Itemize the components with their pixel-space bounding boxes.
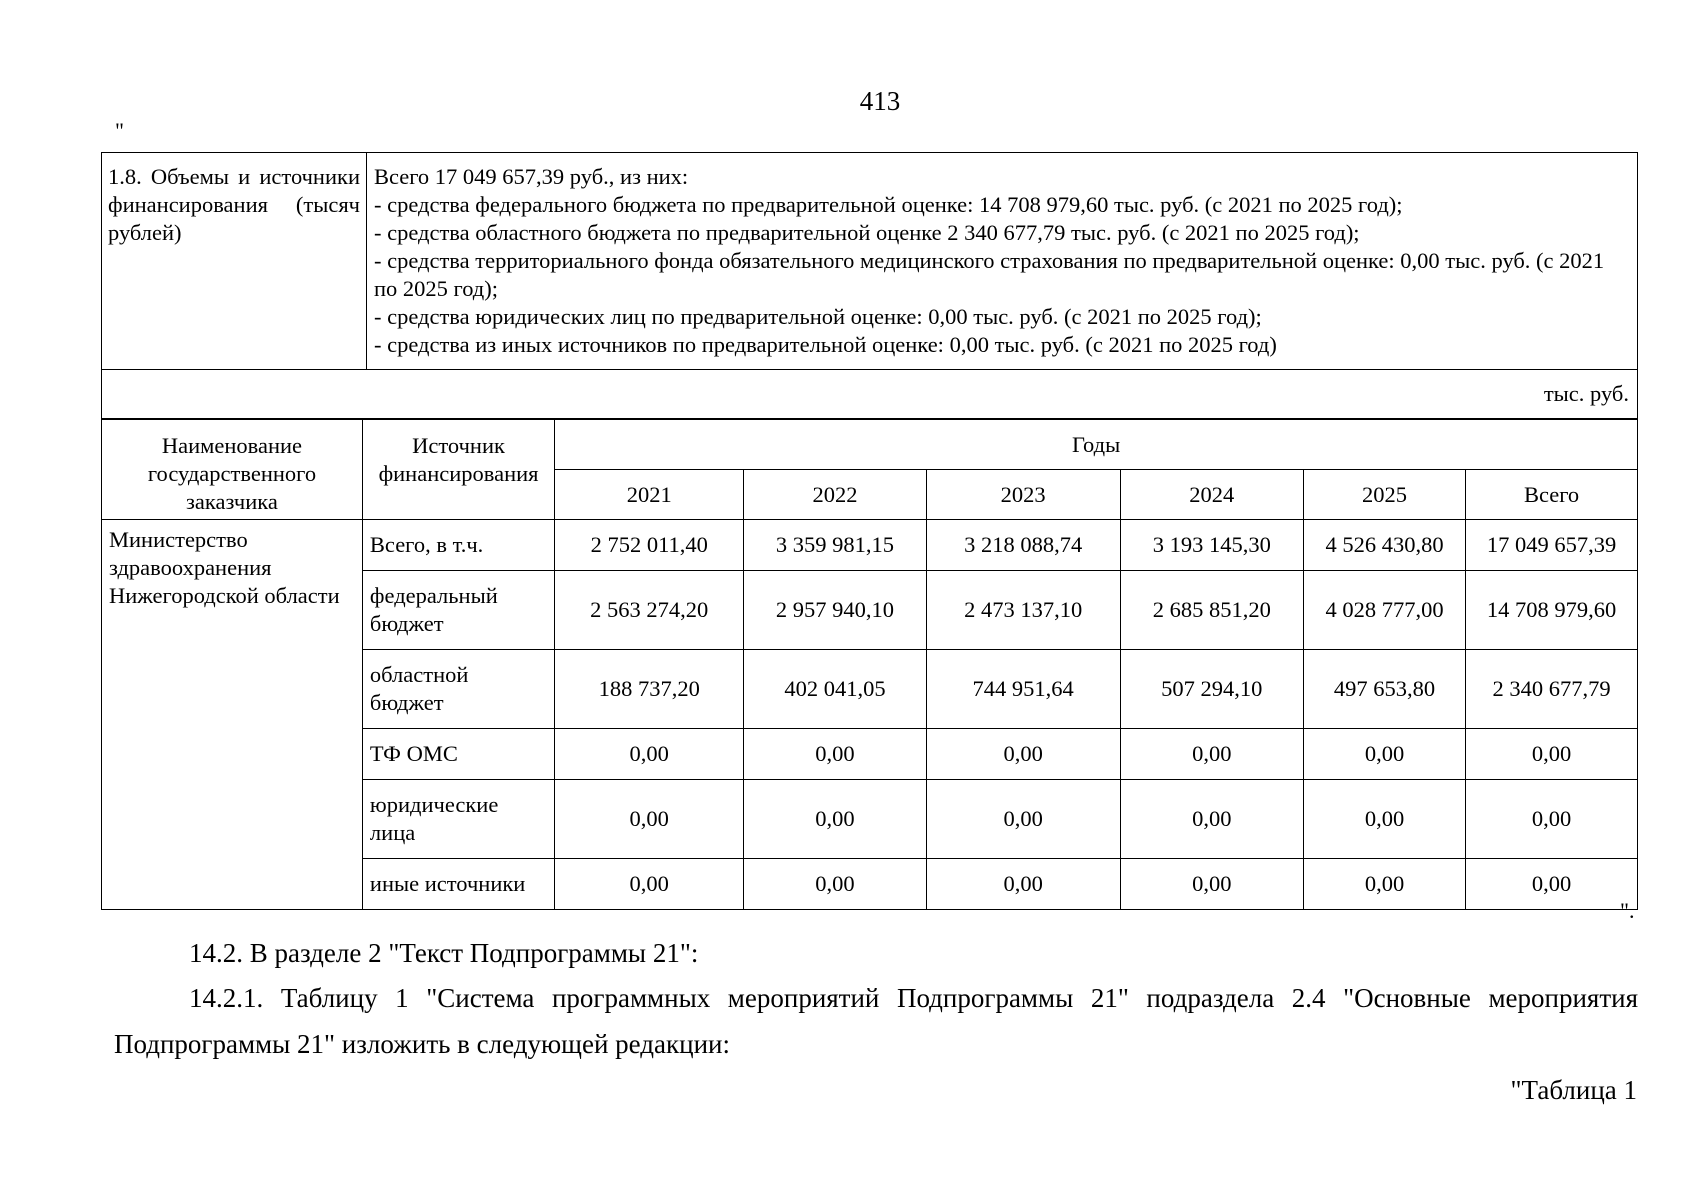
funding-summary-description — [367, 153, 1638, 370]
value-cell: 0,00 — [926, 859, 1120, 910]
value-cell: 0,00 — [744, 780, 926, 859]
unit-row — [102, 370, 1638, 419]
value-cell: 0,00 — [1466, 780, 1638, 859]
funding-summary-line: - средства территориального фонда обязательного медицинского страхования по предварительной оценке: 0,00 тыс. руб. (с 2021 по 2025 год); — [374, 248, 1605, 301]
header-source: Источник финансирования — [362, 420, 554, 520]
value-cell: 0,00 — [1303, 729, 1465, 780]
value-cell: 0,00 — [744, 729, 926, 780]
year-header: 2025 — [1303, 470, 1465, 520]
funding-summary-line: - средства из иных источников по предварительной оценке: 0,00 тыс. руб. (с 2021 по 2025 год) — [374, 332, 1277, 357]
value-cell: 0,00 — [1120, 729, 1303, 780]
page-number: 413 — [859, 86, 901, 116]
value-cell: 744 951,64 — [926, 650, 1120, 729]
value-cell: 2 563 274,20 — [555, 571, 744, 650]
funding-summary-row — [102, 153, 1638, 370]
value-cell: 4 028 777,00 — [1303, 571, 1465, 650]
paragraph-section-2: 14.2. В разделе 2 "Текст Подпрограммы 21": — [189, 938, 699, 968]
value-cell: 3 359 981,15 — [744, 520, 926, 571]
funding-summary-line: - средства юридических лиц по предварительной оценке: 0,00 тыс. руб. (с 2021 по 2025 год); — [374, 304, 1262, 329]
value-cell: 2 752 011,40 — [555, 520, 744, 571]
closing-quote-mark: ". — [1620, 898, 1635, 923]
customer-name: Министерство здравоохранения Нижегородской области — [102, 520, 363, 910]
value-cell: 3 193 145,30 — [1120, 520, 1303, 571]
value-cell: 2 473 137,10 — [926, 571, 1120, 650]
year-header: 2024 — [1120, 470, 1303, 520]
value-cell: 0,00 — [744, 859, 926, 910]
year-header: 2022 — [744, 470, 926, 520]
value-cell: 0,00 — [1303, 780, 1465, 859]
header-row — [102, 420, 1638, 470]
source-label: ТФ ОМС — [362, 729, 554, 780]
funding-summary-table — [101, 152, 1638, 419]
value-cell: 402 041,05 — [744, 650, 926, 729]
funding-summary-label: 1.8. Объемы и источники финансирования (тысяч рублей) — [102, 153, 367, 370]
value-cell: 0,00 — [555, 859, 744, 910]
header-years: Годы — [555, 420, 1638, 470]
value-cell: 14 708 979,60 — [1466, 571, 1638, 650]
value-cell: 17 049 657,39 — [1466, 520, 1638, 571]
source-label: Всего, в т.ч. — [362, 520, 554, 571]
funding-summary-line: Всего 17 049 657,39 руб., из них: — [374, 164, 689, 189]
paragraph-table-1-instruction: 14.2.1. Таблицу 1 "Система программных мероприятий Подпрограммы 21" подраздела 2.4 "Основные мероприятия Подпрограммы 21" изложить в следующей редакции: — [114, 983, 1638, 1059]
source-label: иные источники — [362, 859, 554, 910]
source-label: федеральный бюджет — [362, 571, 554, 650]
value-cell: 2 957 940,10 — [744, 571, 926, 650]
funding-summary-line: - средства областного бюджета по предварительной оценке 2 340 677,79 тыс. руб. (с 2021 по 2025 год); — [374, 220, 1360, 245]
year-header: 2021 — [555, 470, 744, 520]
table-row — [102, 520, 1638, 571]
value-cell: 0,00 — [555, 729, 744, 780]
source-label: областной бюджет — [362, 650, 554, 729]
value-cell: 0,00 — [1466, 859, 1638, 910]
table-caption: "Таблица 1 — [1510, 1075, 1637, 1105]
opening-quote-mark: " — [115, 118, 124, 143]
value-cell: 0,00 — [1303, 859, 1465, 910]
value-cell: 0,00 — [926, 729, 1120, 780]
year-header: Всего — [1466, 470, 1638, 520]
value-cell: 4 526 430,80 — [1303, 520, 1465, 571]
value-cell: 2 340 677,79 — [1466, 650, 1638, 729]
value-cell: 0,00 — [555, 780, 744, 859]
funding-summary-line: - средства федерального бюджета по предварительной оценке: 14 708 979,60 тыс. руб. (с 2021 по 2025 год); — [374, 192, 1403, 217]
year-header: 2023 — [926, 470, 1120, 520]
value-cell: 497 653,80 — [1303, 650, 1465, 729]
value-cell: 0,00 — [1466, 729, 1638, 780]
funding-by-year-table — [101, 419, 1638, 910]
source-label: юридические лица — [362, 780, 554, 859]
header-customer: Наименование государственного заказчика — [102, 420, 363, 520]
value-cell: 2 685 851,20 — [1120, 571, 1303, 650]
value-cell: 0,00 — [926, 780, 1120, 859]
value-cell: 0,00 — [1120, 859, 1303, 910]
value-cell: 3 218 088,74 — [926, 520, 1120, 571]
value-cell: 0,00 — [1120, 780, 1303, 859]
unit-label: тыс. руб. — [102, 370, 1638, 419]
value-cell: 507 294,10 — [1120, 650, 1303, 729]
value-cell: 188 737,20 — [555, 650, 744, 729]
